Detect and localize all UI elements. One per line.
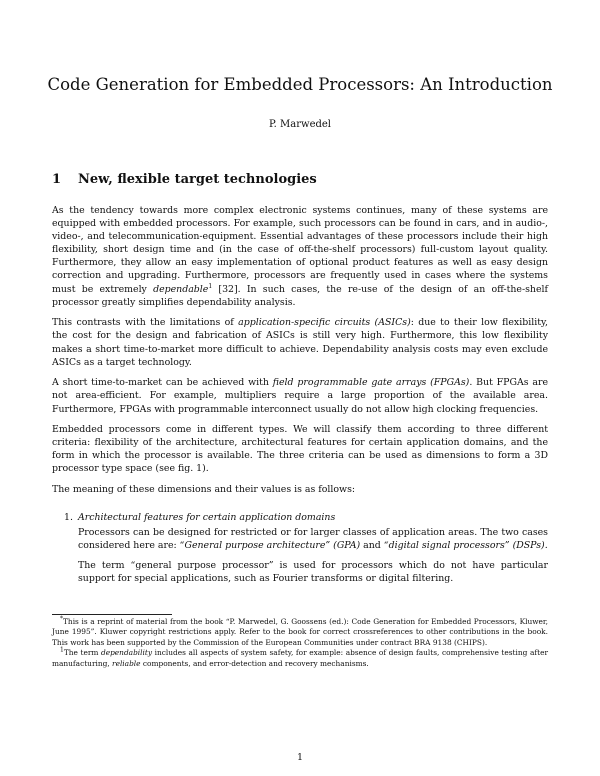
paragraph-2 — [52, 316, 548, 368]
footnote-2-emphasis-1: dependability — [100, 648, 153, 658]
list-item-gpa: “General purpose architecture” (GPA) — [179, 540, 361, 552]
section-heading — [52, 172, 317, 187]
body-text — [52, 204, 548, 591]
footnote-rule — [52, 614, 172, 615]
list-item-paragraph-2: The term “general purpose processor” is used for processors which do not have particular support for special applications, such as Fourier transforms or digital filtering. — [78, 559, 548, 584]
section-number: 1 — [52, 172, 62, 187]
list-item-period: . — [544, 540, 548, 552]
paragraph-2-text-b: : due to their low flexibility, the cost for the design and fabrication of ASICs is still very high. Furthermore, this low flexibility makes a short time-to-market more difficult to achieve. Dependability analysis costs may even exclude ASICs as a target technology. — [52, 317, 548, 368]
footnote-1-text: This is a reprint of material from the book “P. Marwedel, G. Goossens (ed.): Code Generation for Embedded Processors, Kluwer, June 1995”. Kluwer copyright restrictions apply. Refer to the book for correct crossreferences to other contributions in the book. This work has been supported by the Commission of the European Communities under contract BRA 9138 (CHIPS). — [52, 617, 548, 647]
paragraph-3-emphasis: field programmable gate arrays (FPGAs) — [272, 377, 470, 389]
enumerated-list — [52, 511, 548, 584]
author: P. Marwedel — [268, 119, 332, 130]
paragraph-2-emphasis: application-specific circuits (ASICs) — [238, 317, 411, 329]
list-item-title: Architectural features for certain application domains — [78, 512, 336, 524]
footnote-2-mark: 1 — [60, 646, 64, 654]
list-item-dsp: “digital signal processors” (DSPs) — [383, 540, 545, 552]
footnote-2-text-b: includes all aspects of system safety, for example: absence of design faults, comprehensive testing after manufacturing, — [52, 648, 548, 668]
paragraph-3-text-b: . But FPGAs are not area-efficient. For example, multipliers require a large proportion of the available area. Furthermore, FPGAs with programmable interconnect usually do not allow high clocking frequencies. — [52, 377, 549, 415]
paragraph-1-emphasis: dependable — [153, 283, 209, 295]
footnote-2-emphasis-2: reliable — [112, 658, 141, 668]
page-number: 1 — [296, 752, 304, 763]
list-item-and: and — [360, 540, 384, 552]
paragraph-1-text-b: [32]. In such cases, the re-use of the design of an off-the-shelf processor greatly simplifies dependability analysis. — [52, 283, 548, 308]
paragraph-4: Embedded processors come in different types. We will classify them according to three different criteria: flexibility of the architecture, architectural features for certain application domains, and the form in which the processor is available. The three criteria can be used as dimensions to form a 3D processor type space (see fig. 1). — [52, 424, 548, 475]
footnotes — [52, 617, 548, 669]
paragraph-3 — [52, 376, 548, 415]
list-item-heading — [64, 511, 548, 524]
footnote-2 — [52, 648, 548, 669]
paragraph-1-text-a: As the tendency towards more complex electronic systems continues, many of these systems are equipped with embedded processors. For example, such processors can be found in cars, and in audio-, video-, and telecommunication-equipment. Essential advantages of these processors include their high flexibility, short design time and (in the case of off-the-shelf processors) full-custom layout quality. Furthermore, they allow an easy implementation of optional product features as well as easy design correction and upgrading. Furthermore, processors are frequently used in cases where the systems must be extremely — [52, 205, 548, 295]
section-title: New, flexible target technologies — [78, 172, 317, 187]
footnote-2-text-c: components, and error-detection and recovery mechanisms. — [140, 658, 369, 668]
list-item-body — [78, 526, 548, 584]
footnote-2-text-a: The term — [63, 648, 101, 658]
paragraph-5: The meaning of these dimensions and their values is as follows: — [52, 484, 356, 496]
paragraph-1 — [52, 204, 548, 309]
list-item-number: 1. — [64, 512, 73, 524]
footnote-1-mark: * — [60, 615, 63, 623]
paragraph-2-text-a: This contrasts with the limitations of — [52, 317, 239, 329]
list-item-paragraph-1-text: Processors can be designed for restricted or for larger classes of application areas. The two cases considered here are: — [78, 527, 548, 552]
paper-title: Code Generation for Embedded Processors: An Introduction — [47, 75, 553, 94]
paragraph-3-text-a: A short time-to-market can be achieved with — [52, 377, 273, 389]
footnote-ref-1: 1 — [208, 282, 213, 290]
list-item-paragraph-1 — [78, 526, 548, 552]
footnote-1 — [52, 617, 548, 648]
